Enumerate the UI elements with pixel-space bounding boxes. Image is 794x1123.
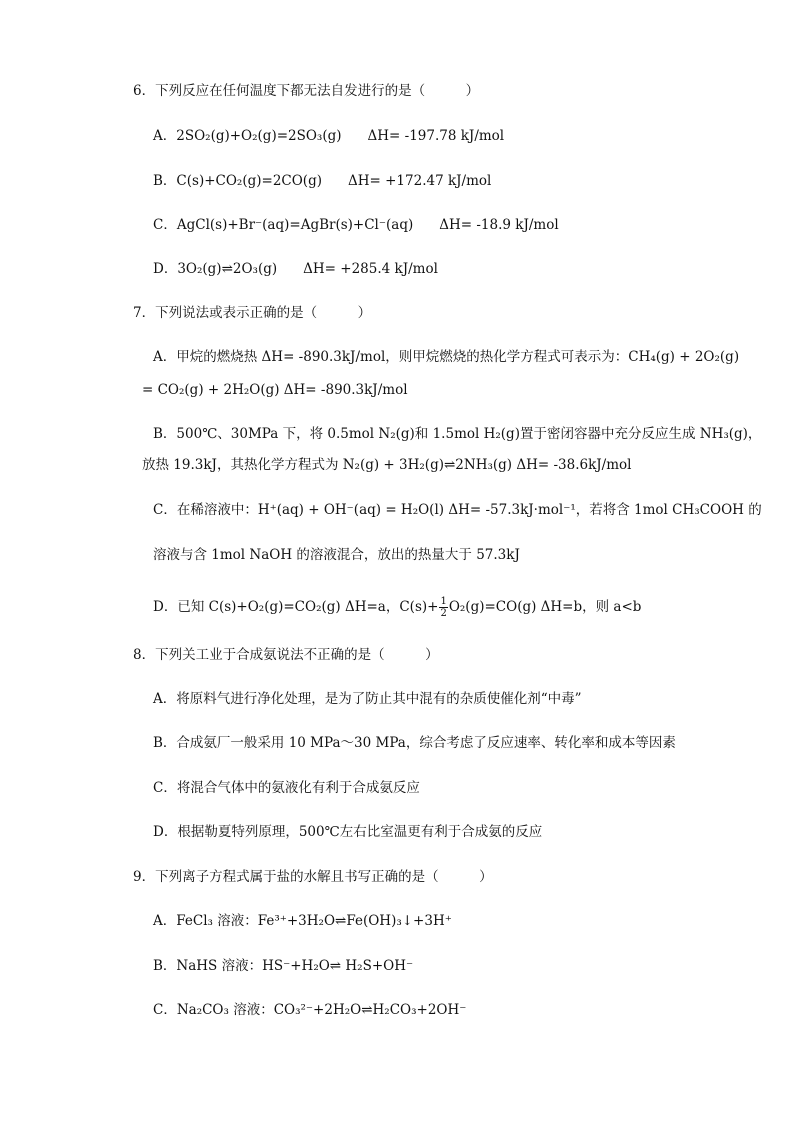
q6-option-b — [153, 171, 491, 191]
q6-c-dh: ΔH= -18.9 kJ/mol — [439, 217, 559, 233]
q6-option-d — [153, 259, 438, 279]
q6-stem: 6．下列反应在任何温度下都无法自发进行的是（ ） — [133, 83, 480, 99]
q7-option-d — [153, 596, 641, 619]
q7-option-b-line2: 放热 19.3kJ，其热化学方程式为 N₂(g) + 3H₂(g)⇌2NH₃(g) ΔH= -38.6kJ/mol — [142, 457, 632, 473]
q6-d-eq: 3O₂(g)⇌2O₃(g) — [177, 261, 278, 277]
q6-a-eq: 2SO₂(g)+O₂(g)=2SO₃(g) — [176, 128, 342, 144]
q7-option-c-line1: C．在稀溶液中：H⁺(aq) + OH⁻(aq) = H₂O(l) ΔH= -57.3kJ·mol⁻¹，若将含 1mol CH₃COOH 的 — [153, 502, 762, 518]
q8-option-c: C．将混合气体中的氨液化有利于合成氨反应 — [153, 780, 420, 796]
q6-d-dh: ΔH= +285.4 kJ/mol — [303, 261, 438, 277]
q6-d-label: D． — [153, 261, 178, 277]
q6-c-label: C． — [153, 217, 177, 233]
fraction-one-half — [439, 596, 447, 619]
q7-d-pre: D．已知 C(s)+O₂(g)=CO₂(g) ΔH=a，C(s)+ — [153, 599, 439, 615]
fraction-numerator: 1 — [440, 596, 447, 607]
q6-a-equation: A． — [153, 128, 177, 144]
q9-stem: 9．下列离子方程式属于盐的水解且书写正确的是（ ） — [133, 869, 493, 885]
q6-c-eq: AgCl(s)+Br⁻(aq)=AgBr(s)+Cl⁻(aq) — [176, 217, 414, 233]
q9-option-a: A．FeCl₃ 溶液：Fe³⁺+3H₂O⇌Fe(OH)₃↓+3H⁺ — [153, 913, 452, 929]
q8-stem: 8．下列关工业于合成氨说法不正确的是（ ） — [133, 647, 439, 663]
q6-b-eq: C(s)+CO₂(g)=2CO(g) — [176, 173, 322, 189]
q6-option-c — [153, 215, 559, 235]
fraction-denominator: 2 — [440, 608, 447, 619]
q9-option-b: B．NaHS 溶液：HS⁻+H₂O⇌ H₂S+OH⁻ — [153, 958, 414, 974]
q6-b-dh: ΔH= +172.47 kJ/mol — [347, 173, 492, 189]
q7-option-a-line2: = CO₂(g) + 2H₂O(g) ΔH= -890.3kJ/mol — [142, 382, 408, 398]
q7-option-b-line1: B．500℃、30MPa 下，将 0.5mol N₂(g)和 1.5mol H₂(g)置于密闭容器中充分反应生成 NH₃(g)， — [153, 426, 762, 442]
q8-option-d: D．根据勒夏特列原理，500℃左右比室温更有利于合成氨的反应 — [153, 824, 543, 840]
q7-option-c-line2: 溶液与含 1mol NaOH 的溶液混合，放出的热量大于 57.3kJ — [153, 547, 520, 563]
q7-option-a-line1: A．甲烷的燃烧热 ΔH= -890.3kJ/mol，则甲烷燃烧的热化学方程式可表示为：CH₄(g) + 2O₂(g) — [153, 349, 740, 365]
q9-option-c: C．Na₂CO₃ 溶液：CO₃²⁻+2H₂O⇌H₂CO₃+2OH⁻ — [153, 1002, 467, 1018]
q6-option-a — [153, 126, 504, 146]
q6-a-dh: ΔH= -197.78 kJ/mol — [367, 128, 505, 144]
q8-option-b: B．合成氨厂一般采用 10 MPa～30 MPa，综合考虑了反应速率、转化率和成本等因素 — [153, 735, 676, 751]
q7-d-post: O₂(g)=CO(g) ΔH=b，则 a<b — [448, 599, 642, 615]
q7-stem: 7．下列说法或表示正确的是（ ） — [133, 305, 372, 321]
q8-option-a: A．将原料气进行净化处理，是为了防止其中混有的杂质使催化剂“中毒” — [153, 691, 582, 707]
q6-b-label: B． — [153, 173, 177, 189]
